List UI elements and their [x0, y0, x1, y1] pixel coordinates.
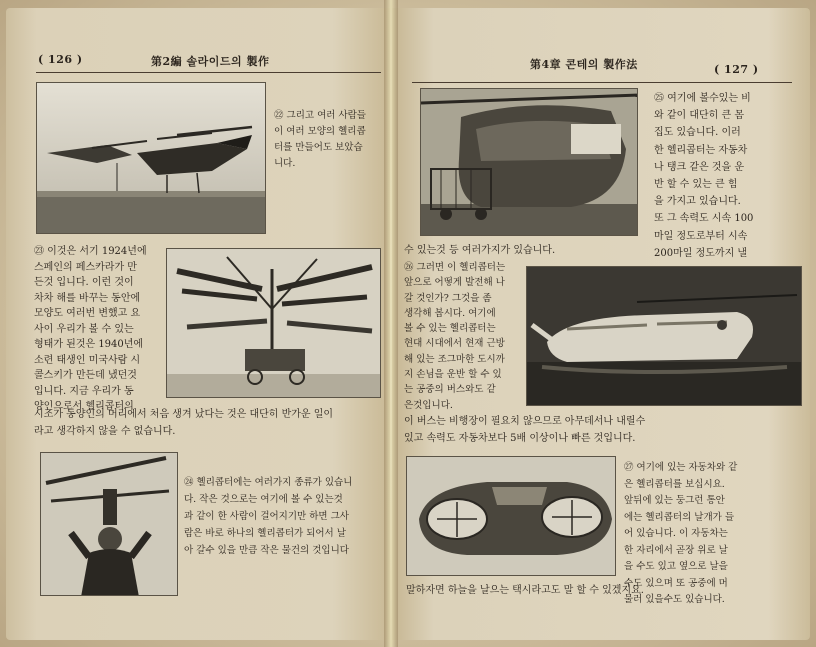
caption-26: ㉖ 그러면 이 헬리콥터는 앞으로 어떻게 발전해 나 갈 것인가? 그것을 좀 생각해 봅시다. 여기에 볼 수 있는 헬리콥터는 현대 시대에서 현재 근방 해 있는 조그마한 도시까 지 손님을 운반 할 수 있 는 공중의 버스와도 같 은것입니다.: [404, 262, 506, 411]
book-gutter: [384, 0, 398, 647]
caption-23: ㉓ 이것은 서기 1924년에 스페인의 페스카라가 만 든것 입니다. 이런 것이 차차 해를 바꾸는 동안에 모양도 여러번 변했고 요 사이 우리가 볼 수 있는 형태가 된것은 1940년에 소련 태생인 미국사람 시 콜스키가 만든데 냈던것 입니다. 지금 우리가 동 양인으로서 헬리콥터의: [34, 246, 147, 412]
left-page: [6, 8, 390, 640]
photo-flying-car-image: [407, 457, 616, 576]
photo-helicopters-image: [37, 83, 266, 234]
caption-25-continued: 수 있는것 등 여러가지가 있습니다.: [404, 245, 556, 256]
page-number-right: ( 127 ): [714, 63, 759, 76]
photo-one-man-helicopter: [40, 452, 178, 596]
photo-large-transport-helicopter: [420, 88, 638, 236]
caption-25: ㉕ 여기에 볼수있는 비 와 같이 대단히 큰 몸 집도 있습니다. 이러 한 헬리콥터는 자동차 나 탱크 같은 것을 운 반 할 수 있는 큰 힘 을 가지고 있습니다. 또 그 속력도 시속 100 마일 정도로부터 시속 200마일 정도까지 낼: [654, 93, 754, 259]
photo-bus-image: [527, 267, 802, 406]
photo-experimental-helicopters: [36, 82, 266, 234]
header-rule-left: [36, 72, 381, 73]
caption-24: ㉔ 헬리콥터에는 여러가지 종류가 있습니 다. 작은 것으로는 여기에 볼 수 있는것 과 같이 한 사람이 걸어지기만 하면 그사 람은 바로 하나의 헬리콥터가 되어서 날 아 갈수 있을 만큼 작은 물건의 것입니다: [184, 477, 353, 556]
caption-22: ㉒ 그리고 여러 사람들 이 여러 모양의 헬리콥 터를 만들어도 보았습 니다.: [274, 110, 366, 169]
caption-27: ㉗ 여기에 있는 자동차와 같 은 헬리콥터를 보십시요. 앞뒤에 있는 둥그런 통안 에는 헬리콥터의 날개가 들 어 있습니다. 이 자동차는 한 자리에서 곧장 위로 날 을 수도 있고 옆으로 날을 수도 있으며 또 공중에 머 물러 있을수도 있습니다.: [624, 462, 738, 605]
header-rule-right: [412, 82, 792, 83]
right-page: [392, 8, 810, 640]
chapter-title-left: 第2編 솔라이드의 製作: [151, 55, 270, 68]
photo-transport-image: [421, 89, 638, 236]
caption-26-continued: 이 버스는 비행장이 필요치 않으므로 아무데서나 내릴수 있고 속력도 자동차보다 5배 이상이나 빠른 것입니다.: [404, 416, 646, 444]
photo-one-man-image: [41, 453, 178, 596]
photo-flying-car: [406, 456, 616, 576]
chapter-title-right: 第4章 콘테의 製作法: [530, 58, 638, 71]
photo-pescara-rotorcraft: [166, 248, 381, 398]
photo-helicopter-bus: [526, 266, 802, 406]
caption-27-continued: 말하자면 하늘을 날으는 택시라고도 말 할 수 있겠지요.: [406, 585, 644, 596]
page-number-left: ( 126 ): [38, 53, 83, 66]
caption-23-continued: 시조가 동양인의 머리에서 처음 생겨 났다는 것은 대단히 반가운 일이 라고 생각하지 않을 수 없습니다.: [34, 409, 334, 437]
photo-rotorcraft-image: [167, 249, 381, 398]
